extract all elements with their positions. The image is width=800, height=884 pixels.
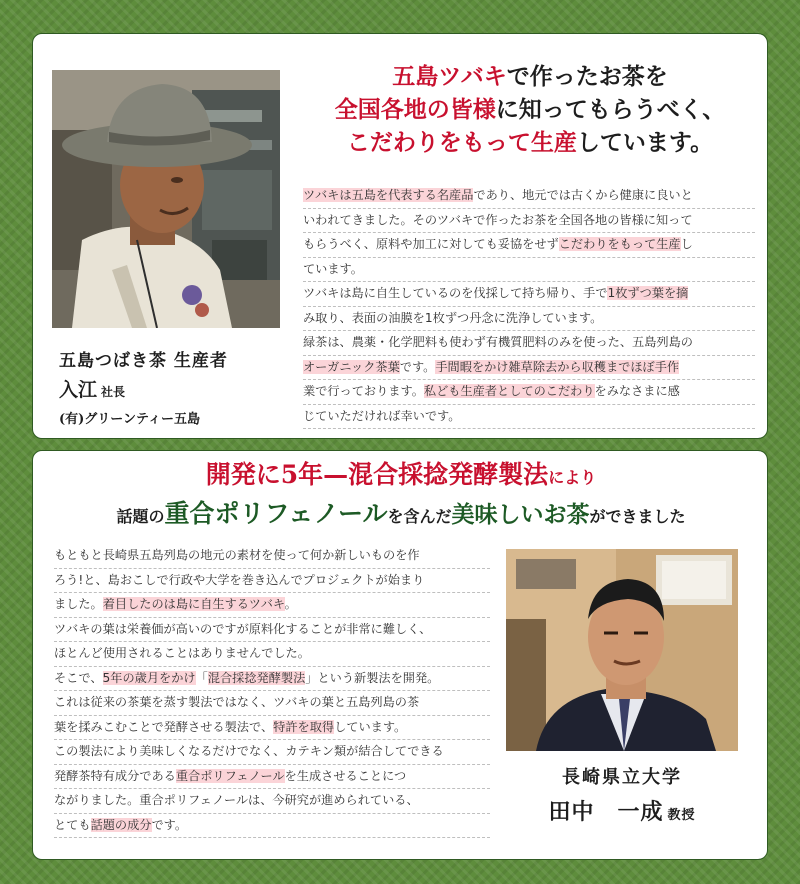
text-segment: ツバキの葉は栄養価が高いのですが原料化することが非常に難しく、 [54, 621, 432, 636]
highlighted-text: 1枚ずつ葉を摘 [607, 286, 689, 300]
producer-name-block [59, 346, 289, 427]
text-segment: ています。 [303, 261, 363, 276]
producer-surname: 入江 [59, 379, 98, 401]
section2-headline [43, 457, 759, 535]
development-headline: 開発に5年—混合採捻発酵製法により [205, 460, 597, 489]
text-segment: 」という新製法を開発。 [305, 670, 440, 685]
text-line [54, 667, 490, 692]
section2-body-text [54, 544, 490, 838]
highlighted-text: 特許を取得 [273, 719, 335, 734]
text-segment: いわれてきました。そのツバキで作ったお茶を全国各地の皆様に知って [303, 212, 693, 227]
highlighted-text: ツバキは五島を代表する名産品 [303, 188, 474, 202]
text-segment: ほとんど使用されることはありませんでした。 [54, 646, 310, 660]
text-segment: 「 [195, 670, 208, 685]
text-line [303, 356, 755, 381]
producer-name [59, 375, 289, 402]
highlighted-text: オーガニック茶葉 [303, 359, 400, 374]
professor-card [32, 450, 768, 860]
text-line [54, 765, 490, 790]
text-line [303, 282, 755, 307]
producer-role: 五島つばき茶 生産者 [59, 351, 228, 371]
highlighted-text: 混合採捻発酵製法 [207, 670, 306, 685]
text-segment: し [680, 237, 693, 251]
text-segment: を生成させることにつ [284, 768, 407, 783]
text-segment: 葉を揉みこむことで発酵させる製法で、 [54, 719, 274, 734]
text-line [303, 405, 755, 430]
text-line [303, 307, 755, 332]
text-segment: ツバキは島に自生しているのを伐採して持ち帰り、手で [303, 286, 608, 300]
section1-headline [295, 60, 765, 159]
text-line [303, 331, 755, 356]
professor-fullname: 田中 一成 [548, 799, 664, 825]
highlighted-text: こだわりをもって生産 [558, 237, 681, 251]
text-line [54, 642, 490, 667]
professor-photo [506, 549, 738, 751]
headline-line-3: こだわりをもって生産しています。 [346, 129, 714, 156]
headline-line-1: 五島ツバキで作ったお茶を [392, 63, 668, 90]
text-line [303, 209, 755, 234]
text-segment: しています。 [334, 719, 407, 734]
professor-title: 教授 [667, 808, 696, 823]
text-segment: であり、地元では古くから健康に良いと [473, 188, 693, 202]
text-segment: ながりました。重合ポリフェノールは、今研究が進められている、 [54, 793, 419, 807]
text-line [54, 814, 490, 839]
text-segment: これは従来の茶葉を蒸す製法ではなく、ツバキの葉と五島列島の茶 [54, 695, 420, 709]
text-segment: もともと長崎県五島列島の地元の素材を使って何か新しいものを作 [54, 548, 420, 562]
headline-line-2: 全国各地の皆様に知ってもらうべく、 [334, 96, 726, 123]
text-line [54, 716, 490, 741]
text-line [54, 569, 490, 594]
professor-name-block [506, 763, 738, 826]
highlighted-text: 着目したのは島に自生するツバキ [102, 597, 285, 611]
text-line [303, 184, 755, 209]
text-line [54, 691, 490, 716]
text-line [54, 789, 490, 814]
text-segment: この製法により美味しくなるだけでなく、カテキン類が結合してできる [54, 744, 444, 758]
text-segment: 緑茶は、農薬・化学肥料も使わず有機質肥料のみを使った、五島列島の [303, 335, 693, 349]
highlighted-text: 重合ポリフェノール [175, 768, 285, 783]
text-line [303, 258, 755, 283]
highlighted-text: 私ども生産者としてのこだわり [423, 384, 595, 398]
text-segment: ろう!と、島おこしで行政や大学を巻き込んでプロジェクトが始まり [54, 572, 425, 587]
text-segment: をみなさまに感 [594, 384, 680, 398]
text-segment: もらうべく、原料や加工に対しても妥協をせず [303, 237, 559, 251]
text-segment: です。 [151, 817, 188, 832]
text-segment: 業で行っております。 [303, 384, 424, 398]
professor-name [506, 795, 738, 826]
highlighted-text: 5年の歳月をかけ [102, 670, 196, 685]
text-segment: 。 [284, 597, 297, 611]
producer-card [32, 33, 768, 439]
text-segment: み取り、表面の油膜を1枚ずつ丹念に洗浄しています。 [303, 310, 603, 325]
text-segment: とても [54, 817, 91, 832]
text-line [54, 593, 490, 618]
section1-body-text [303, 184, 755, 429]
text-line [54, 618, 490, 643]
producer-title: 社長 [101, 385, 126, 399]
text-segment: じていただければ幸いです。 [303, 408, 461, 423]
text-line [303, 233, 755, 258]
highlighted-text: 話題の成分 [90, 817, 152, 832]
producer-company: (有)グリーンティー五島 [59, 412, 201, 427]
text-line [54, 740, 490, 765]
text-line [54, 544, 490, 569]
text-segment: そこで、 [54, 670, 103, 685]
producer-photo [52, 70, 280, 328]
text-segment: ました。 [54, 597, 103, 611]
text-segment: です。 [399, 359, 436, 374]
professor-university: 長崎県立大学 [562, 767, 682, 788]
highlighted-text: 手間暇をかけ雑草除去から収穫までほぼ手作 [435, 359, 680, 374]
text-line [303, 380, 755, 405]
text-segment: 発酵茶特有成分である [54, 768, 176, 783]
result-headline: 話題の重合ポリフェノールを含んだ美味しいお茶ができました [116, 499, 686, 528]
